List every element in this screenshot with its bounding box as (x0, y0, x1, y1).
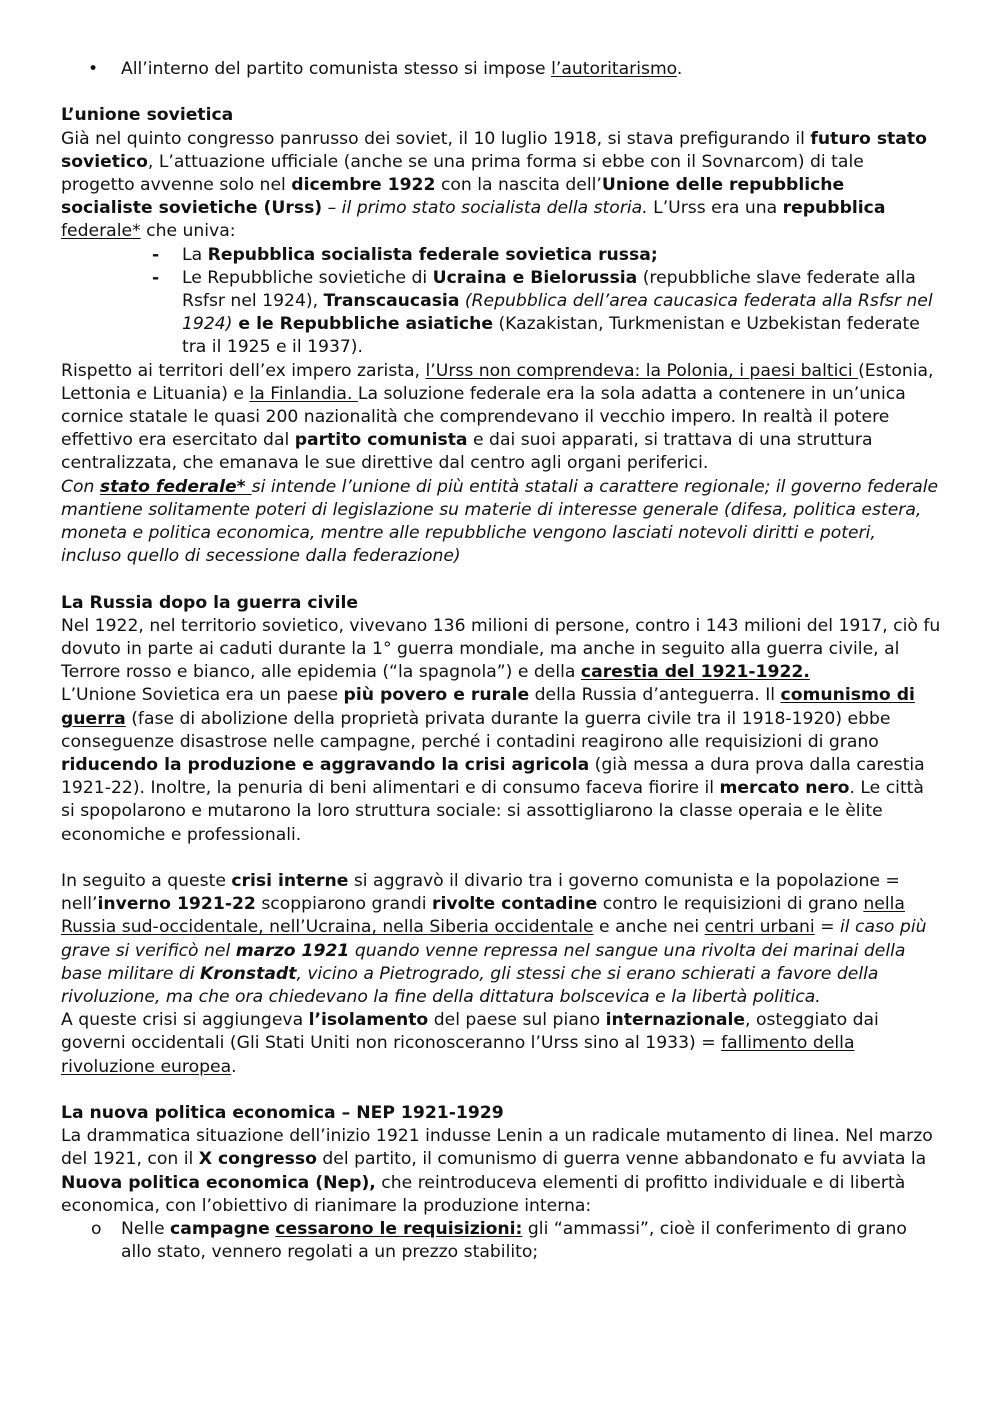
dash-marker: - (152, 244, 160, 265)
dash-marker: - (152, 267, 160, 288)
list-item-campagne: o Nelle campagne cessarono le requisizioni: gli “ammassi”, cioè il conferimento di grano allo stato, vennero regolati a un prezzo stabilito; (91, 1219, 907, 1263)
list-item-repubbliche: - Le Repubbliche sovietiche di Ucraina e Bielorussia (repubbliche slave federate alla Rsfsr nel 1924), Transcaucasia (Repubblica dell’area caucasica federata alla Rsfsr nel 1924) e le Repubbliche asiatiche (Kazakistan, Turkmenistan e Uzbekistan federate tra il 1925 e il 1937). (152, 267, 933, 358)
spacer (61, 847, 941, 870)
document-page (61, 58, 941, 1265)
circle-marker: o (91, 1219, 102, 1240)
spacer (61, 81, 941, 104)
paragraph-russia-4: A queste crisi si aggiungeva l’isolamento del paese sul piano internazionale, osteggiato dai governi occidentali (Gli Stati Uniti non riconosceranno l’Urss sino al 1933) = fallimento della rivoluzione europea. (61, 1010, 879, 1077)
bullet-marker: • (88, 59, 99, 79)
heading-unione-sovietica: L’unione sovietica (61, 105, 234, 126)
spacer (61, 568, 941, 591)
heading-nep: La nuova politica economica – NEP 1921-1929 (61, 1103, 504, 1124)
spacer (61, 1079, 941, 1102)
paragraph-russia-3: In seguito a queste crisi interne si aggravò il divario tra i governo comunista e la popolazione = nell’inverno 1921-22 scoppiarono grandi rivolte contadine contro le requisizioni di grano nella Russia sud-occidentale, nell’Ucraina, nella Siberia occidentale e anche nei centri urbani = il caso più grave si verificò nel marzo 1921 quando venne repressa nel sangue una rivolta dei marinai della base militare di Kronstadt, vicino a Pietrogrado, gli stessi che si erano schierati a favore della rivoluzione, ma che ora chiedevano la fine della dittatura bolscevica e la libertà politica. (61, 871, 927, 1008)
list-item-rsfsr: - La Repubblica socialista federale sovietica russa; (61, 244, 941, 267)
paragraph-unione-2: Rispetto ai territori dell’ex impero zarista, l’Urss non comprendeva: la Polonia, i paesi baltici (Estonia, Lettonia e Lituania) e la Finlandia. La soluzione federale era la sola adatta a contenere in un’unica cornice statale le quasi 200 nazionalità che comprendevano il vecchio impero. In realtà il potere effettivo era esercitato dal partito comunista e dai suoi apparati, si trattava di una struttura centralizzata, che emanava le sue direttive dal centro agli organi periferici. (61, 360, 934, 474)
paragraph-unione-1: Già nel quinto congresso panrusso dei soviet, il 10 luglio 1918, si stava prefigurando il futuro stato sovietico, L’attuazione ufficiale (anche se una prima forma si ebbe con il Sovnarcom) di tale progetto avvenne solo nel dicembre 1922 con la nascita dell’Unione delle repubbliche socialiste sovietiche (Urss) – il primo stato socialista della storia. L’Urss era una repubblica federale* che univa: (61, 128, 927, 242)
paragraph-russia-2: L’Unione Sovietica era un paese più povero e rurale della Russia d’anteguerra. Il comunismo di guerra (fase di abolizione della proprietà privata durante la guerra civile tra il 1918-1920) ebbe conseguenze disastrose nelle campagne, perché i contadini reagirono alle requisizioni di grano riducendo la produzione e aggravando la crisi agricola (già messa a dura prova dalla carestia 1921-22). Inoltre, la penuria di beni alimentari e di consumo faceva fiorire il mercato nero. Le città si spopolarono e mutarono la loro struttura sociale: si assottigliarono la classe operaia e le èlite economiche e professionali. (61, 685, 925, 845)
heading-russia-guerra-civile: La Russia dopo la guerra civile (61, 592, 359, 613)
paragraph-nep-1: La drammatica situazione dell’inizio 1921 indusse Lenin a un radicale mutamento di linea. Nel marzo del 1921, con il X congresso del partito, il comunismo di guerra venne abbandonato e fu avviata la Nuova politica economica (Nep), che reintroduceva elementi di profitto individuale e di libertà economica, con l’obiettivo di rianimare la produzione interna: (61, 1126, 933, 1216)
paragraph-stato-federale-note: Con stato federale* si intende l’unione di più entità statali a carattere regionale; il governo federale mantiene solitamente poteri di legislazione su materie di interesse generale (difesa, politica estera, moneta e politica economica, mentre alle repubbliche vengono lasciati notevoli diritti e poteri, incluso quello di secessione dalla federazione) (61, 476, 939, 567)
paragraph-russia-1: Nel 1922, nel territorio sovietico, vivevano 136 milioni di persone, contro i 143 milioni del 1917, ciò fu dovuto in parte ai caduti durante la 1° guerra mondiale, ma anche in seguito alla guerra civile, al Terrore rosso e bianco, alle epidemia (“la spagnola”) e della carestia del 1921-1922. (61, 615, 941, 683)
bullet-item-autoritarismo: • All’interno del partito comunista stesso si impose l’autoritarismo. (61, 58, 941, 81)
